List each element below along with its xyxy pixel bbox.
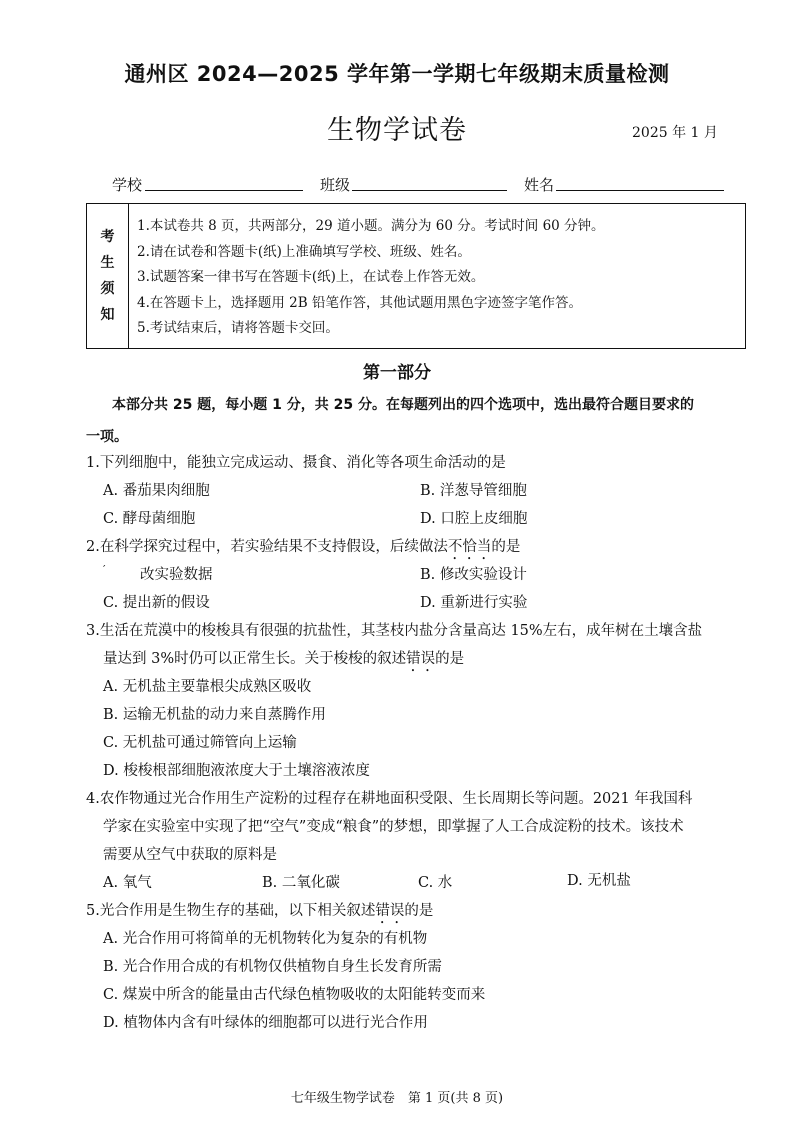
exam-date: 2025 年 1 月 xyxy=(632,125,718,141)
exam-title: 通州区 2024—2025 学年第一学期七年级期末质量检测 xyxy=(124,62,670,86)
school-label: 学校 xyxy=(112,176,143,194)
notice-list xyxy=(137,214,605,342)
name-label: 姓名 xyxy=(524,176,555,194)
notice-item: 4.在答题卡上，选择题用 2B 铅笔作答，其他试题用黑色字迹签字笔作答。 xyxy=(137,294,582,311)
question-4-option-c: C. 水 xyxy=(418,875,453,891)
question-4-option-b: B. 二氧化碳 xyxy=(262,875,340,891)
question-1-option-a: A. 番茄果肉细胞 xyxy=(103,483,210,499)
question-5-stem-text: 5.光合作用是生物生存的基础，以下相关叙述 xyxy=(86,903,376,919)
question-5-option-b: B. 光合作用合成的有机物仅供植物自身生长发育所需 xyxy=(103,959,442,975)
notice-item: 3.试题答案一律书写在答题卡(纸)上，在试卷上作答无效。 xyxy=(137,269,485,285)
question-5-stem xyxy=(86,899,433,927)
page-footer: 七年级生物学试卷 第 1 页(共 8 页) xyxy=(290,1091,504,1106)
exam-notice-box xyxy=(86,203,746,349)
question-1-option-c: C. 酵母菌细胞 xyxy=(103,511,196,527)
question-1-stem: 1.下列细胞中，能独立完成运动、摄食、消化等各项生命活动的是 xyxy=(86,455,506,471)
question-2-option-c: C. 提出新的假设 xyxy=(103,595,210,611)
part-instruction: 本部分共 25 题，每小题 1 分，共 25 分。在每题列出的四个选项中，选出最符合题目要求的 xyxy=(112,397,694,413)
question-2-stem-text: 2.在科学探究过程中，若实验结果不支持假设，后续做法 xyxy=(86,539,448,555)
question-3-stem-emphasis: 错误 xyxy=(406,651,436,667)
exam-subtitle: 生物学试卷 xyxy=(327,115,467,146)
question-4-stem-cont2: 需要从空气中获取的原料是 xyxy=(103,847,277,863)
notice-item: 1.本试卷共 8 页，共两部分，29 道小题。满分为 60 分。考试时间 60 分钟。 xyxy=(137,218,605,234)
question-4-option-a: A. 氧气 xyxy=(103,875,152,891)
part-title: 第一部分 xyxy=(363,363,431,383)
question-3-stem: 3.生活在荒漠中的梭梭具有很强的抗盐性，其茎枝内盐分含量高达 15%左右，成年树在土壤含盐 xyxy=(86,623,703,639)
question-1-option-b: B. 洋葱导管细胞 xyxy=(420,483,527,499)
notice-side-label xyxy=(87,204,129,348)
question-2-stem-emphasis: 不恰当 xyxy=(447,539,492,555)
name-blank[interactable] xyxy=(556,190,724,191)
question-3-option-d: D. 梭梭根部细胞液浓度大于土壤溶液浓度 xyxy=(103,763,370,779)
part-instruction-cont: 一项。 xyxy=(86,429,128,445)
question-1-option-d: D. 口腔上皮细胞 xyxy=(420,511,528,527)
school-blank[interactable] xyxy=(145,190,303,191)
question-3-option-b: B. 运输无机盐的动力来自蒸腾作用 xyxy=(103,707,326,723)
question-5-stem-end: 的是 xyxy=(404,903,434,919)
question-4-stem: 4.农作物通过光合作用生产淀粉的过程存在耕地面积受限、生长周期长等问题。2021 年我国科 xyxy=(86,791,693,807)
notice-item: 5.考试结束后，请将答题卡交回。 xyxy=(137,320,339,336)
question-4-stem-cont: 学家在实验室中实现了把“空气”变成“粮食”的梦想，即掌握了人工合成淀粉的技术。该技术 xyxy=(103,819,684,835)
question-5-option-d: D. 植物体内含有叶绿体的细胞都可以进行光合作用 xyxy=(103,1015,428,1031)
question-3-stem-text: 量达到 3%时仍可以正常生长。关于梭梭的叙述 xyxy=(103,651,407,667)
notice-side-char: 生 xyxy=(100,255,115,271)
question-2-option-b: B. 修改实验设计 xyxy=(420,567,527,583)
notice-item: 2.请在试卷和答题卡(纸)上准确填写学校、班级、姓名。 xyxy=(137,243,471,260)
question-3-option-a: A. 无机盐主要靠根尖成熟区吸收 xyxy=(103,679,312,695)
notice-side-char: 考 xyxy=(100,229,115,245)
notice-side-char: 知 xyxy=(100,307,115,323)
question-5-stem-emphasis: 错误 xyxy=(375,903,405,919)
question-3-stem-cont xyxy=(103,647,464,675)
question-5-option-c: C. 煤炭中所含的能量由古代绿色植物吸收的太阳能转变而来 xyxy=(103,987,486,1003)
question-2-option-a: 改实验数据 xyxy=(140,567,213,583)
question-2-stem-end: 的是 xyxy=(491,539,521,555)
class-blank[interactable] xyxy=(352,190,507,191)
question-4-option-d: D. 无机盐 xyxy=(567,873,631,889)
question-5-option-a: A. 光合作用可将简单的无机物转化为复杂的有机物 xyxy=(103,931,428,947)
class-label: 班级 xyxy=(320,176,351,194)
question-3-stem-end: 的是 xyxy=(435,651,465,667)
question-3-option-c: C. 无机盐可通过筛管向上运输 xyxy=(103,735,297,751)
notice-side-char: 须 xyxy=(100,281,115,297)
question-2-option-d: D. 重新进行实验 xyxy=(420,595,528,611)
question-2-stray-mark: ′ xyxy=(103,563,106,576)
question-2-stem xyxy=(86,535,520,563)
